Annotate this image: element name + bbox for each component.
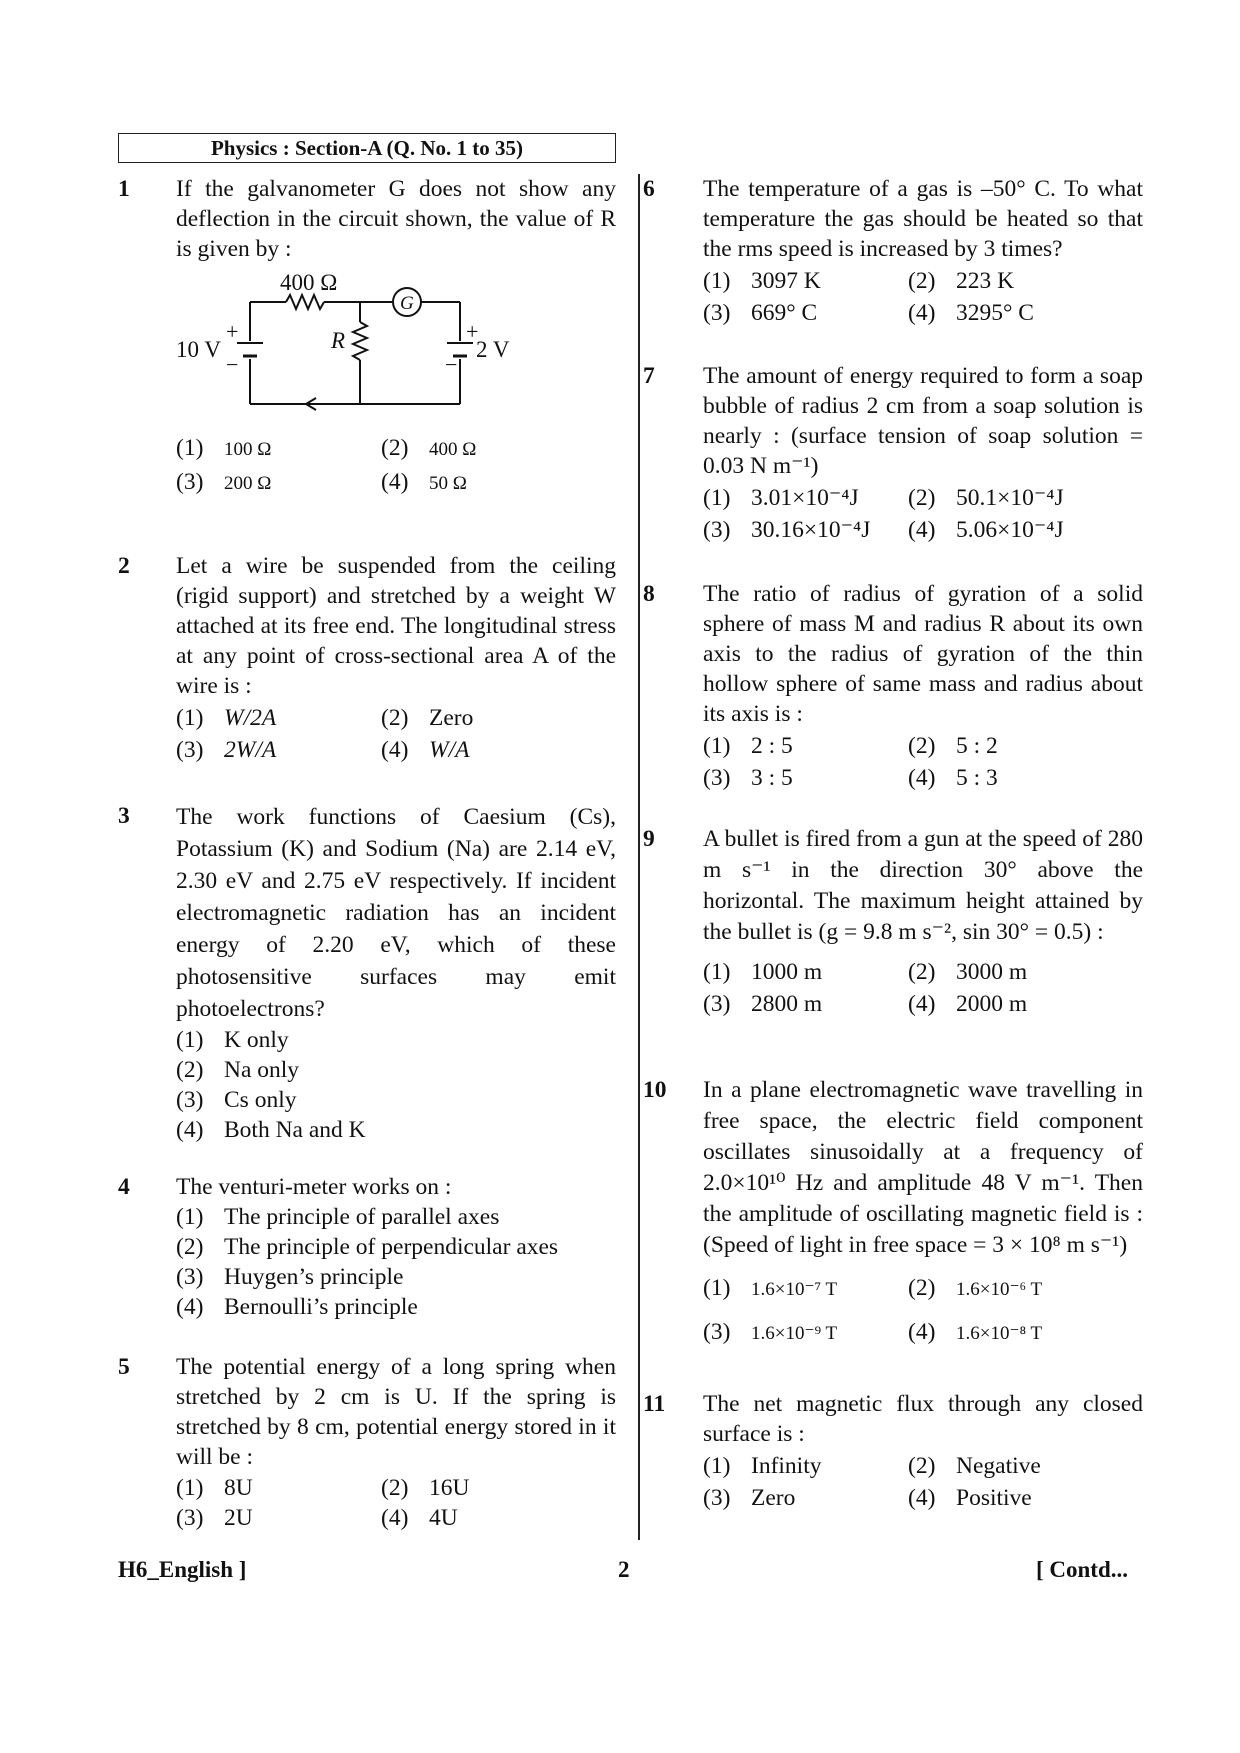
option[interactable]: (4) 5 : 3 [908,765,998,791]
option[interactable]: (3) 200 Ω [176,469,272,495]
minus-sign-right: − [445,352,458,377]
option[interactable]: (1) 8U [176,1475,253,1501]
plus-sign-left: + [226,319,239,344]
options [703,1267,1143,1355]
options [703,730,1143,794]
options [176,1473,616,1533]
option[interactable]: (1) 100 Ω [176,435,272,461]
source-10v-label: 10 V [176,337,221,362]
option[interactable]: (3) Zero [703,1485,796,1511]
option[interactable]: (2) Negative [908,1453,1041,1479]
option[interactable]: (4) 1.6×10⁻⁸ T [908,1319,1043,1345]
options [703,956,1143,1020]
options [703,1450,1143,1514]
option[interactable]: (2) The principle of perpendicular axes [176,1234,559,1260]
question-stem: Let a wire be suspended from the ceiling (rigid support) and stretched by a weight W attached at its free end. The longitudinal stress at any point of cross-sectional area A of the wire is : [176,553,616,699]
option[interactable]: (2) 400 Ω [381,435,477,461]
section-header: Physics : Section-A (Q. No. 1 to 35) [118,133,616,163]
question-number: 6 [643,176,655,202]
option[interactable]: (4) W/A [381,737,470,763]
question-stem: The potential energy of a long spring when stretched by 2 cm is U. If the spring is stretched by 8 cm, potential energy stored in it will be : [176,1354,616,1470]
question-stem: A bullet is fired from a gun at the speed of 280 m s⁻¹ in the direction 30° above the horizontal. The maximum height attained by the bullet is (g = 9.8 m s⁻², sin 30° = 0.5) : [703,826,1143,945]
options [703,482,1143,546]
option[interactable]: (1) The principle of parallel axes [176,1204,500,1230]
option[interactable]: (3) 2800 m [703,991,823,1017]
resistor-r-label: R [331,328,346,353]
option[interactable]: (2) 16U [381,1475,470,1501]
option[interactable]: (3) 2U [176,1505,253,1531]
option[interactable]: (1) K only [176,1027,289,1053]
question-stem: The work functions of Caesium (Cs), Potassium (K) and Sodium (Na) are 2.14 eV, 2.30 eV and 2.75 eV respectively. If incident electromagnetic radiation has an incident energy of 2.20 eV, which of these photosensitive surfaces may emit photoelectrons? [176,804,616,1022]
option[interactable]: (1) 1000 m [703,959,823,985]
question-number: 5 [118,1354,130,1380]
option[interactable]: (4) 2000 m [908,991,1028,1017]
option[interactable]: (2) 3000 m [908,959,1028,985]
footer-page-number: 2 [618,1557,630,1582]
option[interactable]: (4) Both Na and K [176,1117,366,1143]
option[interactable]: (4) 50 Ω [381,469,467,495]
option[interactable]: (1) 3097 K [703,268,821,294]
options [176,1025,616,1145]
question-number: 4 [118,1174,130,1200]
options [703,265,1143,329]
question-stem: The venturi-meter works on : [176,1174,452,1200]
question-stem: In a plane electromagnetic wave travelling in free space, the electric field component oscillates sinusoidally at a frequency of 2.0×10¹⁰ Hz and amplitude 48 V m⁻¹. Then the amplitude of oscillating magnetic field is : (Speed of light in free space = 3 × 10⁸ m s⁻¹) [703,1077,1143,1258]
option[interactable]: (3) 30.16×10⁻⁴J [703,517,871,543]
option[interactable]: (4) Bernoulli’s principle [176,1294,418,1320]
minus-sign-left: − [226,352,239,377]
option[interactable]: (1) Infinity [703,1453,822,1479]
question-number: 2 [118,553,130,579]
option[interactable]: (1) 3.01×10⁻⁴J [703,485,859,511]
option[interactable]: (4) 5.06×10⁻⁴J [908,517,1064,543]
question-number: 10 [643,1077,667,1103]
column-divider [638,174,640,1540]
question-number: 7 [643,363,655,389]
option[interactable]: (4) 4U [381,1505,458,1531]
question-number: 1 [118,176,130,202]
question-number: 11 [643,1391,666,1417]
circuit-diagram [176,268,596,430]
option[interactable]: (1) 2 : 5 [703,733,793,759]
option[interactable]: (3) 669° C [703,300,818,326]
option[interactable]: (3) 1.6×10⁻⁹ T [703,1319,838,1345]
option[interactable]: (3) 3 : 5 [703,765,793,791]
question-number: 9 [643,826,655,852]
option[interactable]: (4) 3295° C [908,300,1034,326]
question-number: 8 [643,581,655,607]
footer-continued: [ Contd... [1036,1557,1129,1582]
resistor-400-label: 400 Ω [280,270,338,295]
option[interactable]: (1) 1.6×10⁻⁷ T [703,1275,838,1301]
footer-paper-code: H6_English ] [118,1557,247,1582]
option[interactable]: (2) 223 K [908,268,1015,294]
options [176,1202,616,1322]
option[interactable]: (2) Na only [176,1057,300,1083]
question-stem: The ratio of radius of gyration of a solid sphere of mass M and radius R about its own axis to the radius of gyration of the thin hollow sphere of same mass and radius about its axis is : [703,581,1143,727]
option[interactable]: (4) Positive [908,1485,1032,1511]
option[interactable]: (2) 5 : 2 [908,733,998,759]
option[interactable]: (3) 2W/A [176,737,277,763]
options [176,702,616,766]
option[interactable]: (2) 50.1×10⁻⁴J [908,485,1064,511]
option[interactable]: (2) 1.6×10⁻⁶ T [908,1275,1043,1301]
question-stem: The net magnetic flux through any closed surface is : [703,1391,1143,1447]
option[interactable]: (3) Cs only [176,1087,297,1113]
galvanometer-label: G [400,293,414,314]
question-stem: The temperature of a gas is –50° C. To what temperature the gas should be heated so that the rms speed is increased by 3 times? [703,176,1143,262]
source-2v-label: 2 V [476,337,510,362]
options [176,432,616,500]
option[interactable]: (3) Huygen’s principle [176,1264,404,1290]
option[interactable]: (1) W/2A [176,705,277,731]
question-number: 3 [118,803,130,829]
question-stem: If the galvanometer G does not show any deflection in the circuit shown, the value of R is given by : [176,176,616,262]
question-stem: The amount of energy required to form a soap bubble of radius 2 cm from a soap solution is nearly : (surface tension of soap solution = 0.03 N m⁻¹) [703,363,1143,479]
plus-sign-right: + [466,319,479,344]
option[interactable]: (2) Zero [381,705,474,731]
